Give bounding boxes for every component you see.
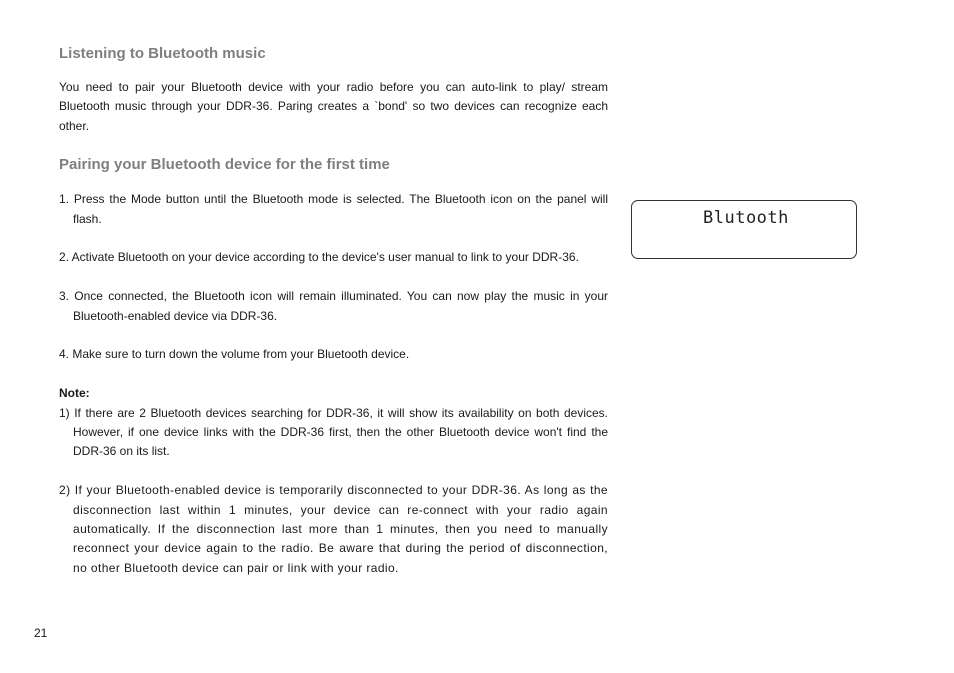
- section-title-pairing: Pairing your Bluetooth device for the first time: [59, 156, 390, 174]
- lcd-display: [631, 200, 857, 259]
- page-number: 21: [34, 626, 48, 640]
- pairing-step-3: 3. Once connected, the Bluetooth icon will remain illuminated. You can now play the music in your Bluetooth-enabled device via DDR-36.: [59, 289, 608, 323]
- pairing-step-4: 4. Make sure to turn down the volume from your Bluetooth device.: [59, 347, 410, 362]
- pairing-step-1: 1. Press the Mode button until the Bluetooth mode is selected. The Bluetooth icon on the panel will flash.: [59, 192, 608, 226]
- note-item-2: 2) If your Bluetooth-enabled device is temporarily disconnected to your DDR-36. As long as the disconnection last within 1 minutes, your device can re-connect with your radio again automatically. If the disconnection last more than 1 minutes, then you need to manually reconnect your device again to the radio. Be aware that during the period of disconnection, no other Bluetooth device can pair or link with your radio.: [59, 483, 608, 575]
- section-title-listening: Listening to Bluetooth music: [59, 45, 266, 62]
- note-label: Note:: [59, 386, 90, 401]
- pairing-step-2: 2. Activate Bluetooth on your device according to the device's user manual to link to your DDR-36.: [59, 250, 579, 265]
- manual-page-content: [59, 44, 608, 578]
- lcd-display-text: Blutooth: [703, 208, 789, 228]
- intro-paragraph: You need to pair your Bluetooth device with your radio before you can auto-link to play/ stream Bluetooth music through your DDR-36. Paring creates a `bond' so two devices can recognize each other.: [59, 80, 608, 133]
- note-item-1: 1) If there are 2 Bluetooth devices searching for DDR-36, it will show its availability on both devices. However, if one device links with the DDR-36 first, then the other Bluetooth device won't find the DDR-36 on its list.: [59, 405, 608, 459]
